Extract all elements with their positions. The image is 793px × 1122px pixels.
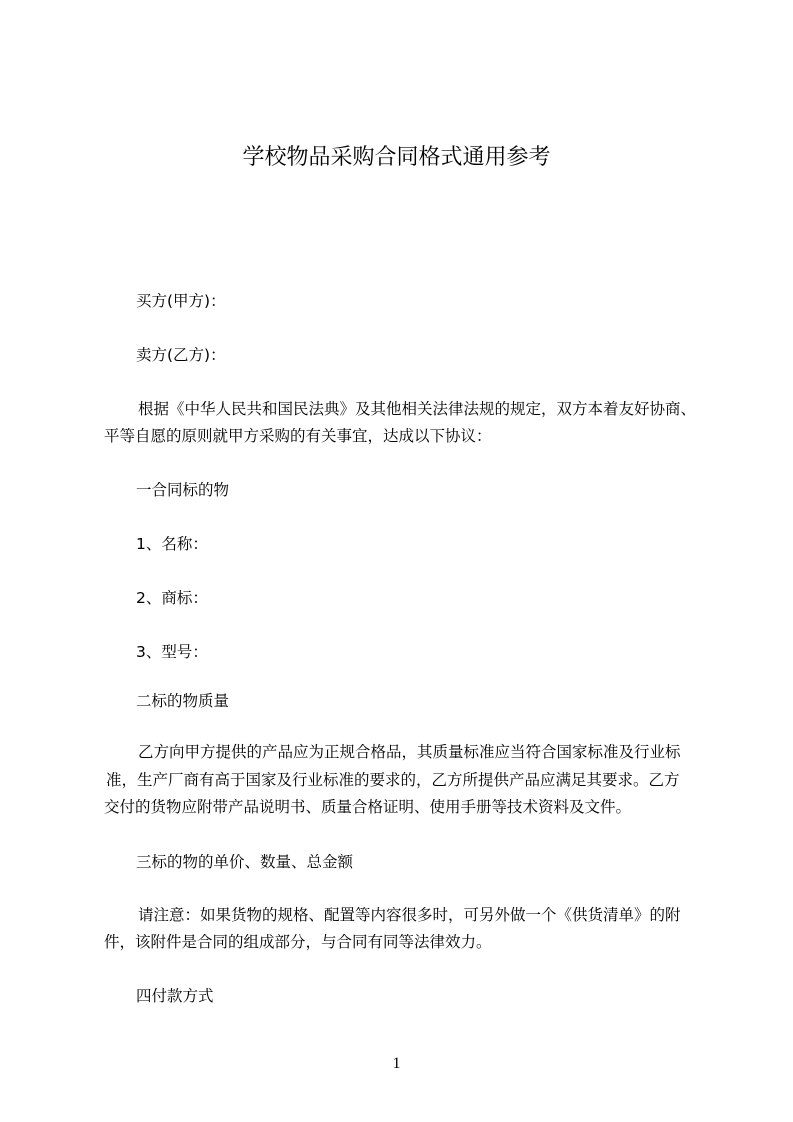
- item-name: 1、名称：: [136, 535, 208, 553]
- note-line-2: 件，该附件是合同的组成部分，与合同有同等法律效力。: [104, 933, 492, 951]
- quality-line-3: 交付的货物应附带产品说明书、质量合格证明、使用手册等技术资料及文件。: [104, 798, 632, 816]
- note-line-1: 请注意：如果货物的规格、配置等内容很多时，可另外做一个《供货清单》的附: [138, 906, 681, 924]
- item-trademark: 2、商标：: [136, 589, 208, 607]
- item-model: 3、型号：: [136, 643, 208, 661]
- section-heading-1: 一合同标的物: [136, 481, 230, 499]
- document-title: 学校物品采购合同格式通用参考: [242, 145, 551, 170]
- page-number: 1: [392, 1055, 401, 1072]
- section-heading-3: 三标的物的单价、数量、总金额: [136, 853, 354, 871]
- preamble-line-1: 根据《中华人民共和国民法典》及其他相关法律法规的规定，双方本着友好协商、: [138, 400, 697, 418]
- buyer-line: 买方(甲方)：: [136, 292, 226, 310]
- seller-line: 卖方(乙方)：: [136, 346, 226, 364]
- quality-line-1: 乙方向甲方提供的产品应为正规合格品，其质量标准应当符合国家标准及行业标: [138, 743, 681, 761]
- quality-line-2: 准，生产厂商有高于国家及行业标准的要求的，乙方所提供产品应满足其要求。乙方: [106, 771, 680, 789]
- section-heading-4: 四付款方式: [136, 987, 214, 1005]
- preamble-line-2: 平等自愿的原则就甲方采购的有关事宜，达成以下协议：: [104, 427, 492, 445]
- section-heading-2: 二标的物质量: [136, 692, 230, 710]
